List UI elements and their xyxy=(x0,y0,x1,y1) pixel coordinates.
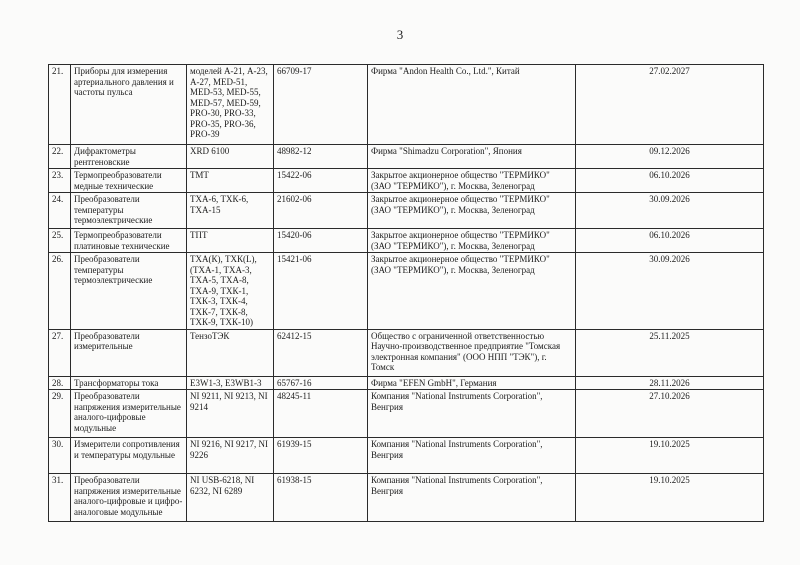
manufacturer-cell: Компания "National Instruments Corporation", Венгрия xyxy=(368,474,576,522)
registration-number-cell: 62412-15 xyxy=(274,329,368,376)
registration-number-cell: 65767-16 xyxy=(274,376,368,390)
device-name-cell: Измерители сопротивления и температуры модульные xyxy=(71,438,187,474)
models-cell: E3W1-3, E3WB1-3 xyxy=(187,376,274,390)
registration-number-cell: 21602-06 xyxy=(274,193,368,229)
registration-number-cell: 15421-06 xyxy=(274,253,368,330)
device-name-cell: Преобразователи напряжения измерительные аналого-цифровые модульные xyxy=(71,390,187,438)
registration-number-cell: 15422-06 xyxy=(274,169,368,193)
registration-number-cell: 61939-15 xyxy=(274,438,368,474)
page-number: 3 xyxy=(396,27,404,42)
table-row xyxy=(49,193,764,229)
row-number-cell: 25. xyxy=(49,229,71,253)
device-name-cell: Термопреобразователи платиновые технические xyxy=(71,229,187,253)
registration-number-cell: 61938-15 xyxy=(274,474,368,522)
registration-number-cell: 48982-12 xyxy=(274,145,368,169)
validity-date-cell: 28.11.2026 xyxy=(576,376,764,390)
validity-date-cell: 30.09.2026 xyxy=(576,253,764,330)
models-cell: ТМТ xyxy=(187,169,274,193)
validity-date-cell: 06.10.2026 xyxy=(576,229,764,253)
registration-number-cell: 15420-06 xyxy=(274,229,368,253)
row-number-cell: 29. xyxy=(49,390,71,438)
row-number-cell: 27. xyxy=(49,329,71,376)
row-number-cell: 28. xyxy=(49,376,71,390)
device-name-cell: Преобразователи температуры термоэлектрические xyxy=(71,253,187,330)
table-row xyxy=(49,65,764,145)
models-cell: ТПТ xyxy=(187,229,274,253)
table-row xyxy=(49,145,764,169)
table-row xyxy=(49,376,764,390)
validity-date-cell: 25.11.2025 xyxy=(576,329,764,376)
validity-date-cell: 09.12.2026 xyxy=(576,145,764,169)
device-name-cell: Преобразователи температуры термоэлектрические xyxy=(71,193,187,229)
registration-number-cell: 66709-17 xyxy=(274,65,368,145)
manufacturer-cell: Фирма "Shimadzu Corporation", Япония xyxy=(368,145,576,169)
table-row xyxy=(49,253,764,330)
models-cell: NI 9211, NI 9213, NI 9214 xyxy=(187,390,274,438)
table-row xyxy=(49,229,764,253)
row-number-cell: 21. xyxy=(49,65,71,145)
table-row xyxy=(49,169,764,193)
validity-date-cell: 19.10.2025 xyxy=(576,438,764,474)
manufacturer-cell: Закрытое акционерное общество "ТЕРМИКО" (ЗАО "ТЕРМИКО"), г. Москва, Зеленоград xyxy=(368,169,576,193)
models-cell: ТХА-6, ТХК-6, ТХА-15 xyxy=(187,193,274,229)
row-number-cell: 23. xyxy=(49,169,71,193)
row-number-cell: 31. xyxy=(49,474,71,522)
table-row xyxy=(49,329,764,376)
manufacturer-cell: Компания "National Instruments Corporation", Венгрия xyxy=(368,390,576,438)
models-cell: ТензоТЭК xyxy=(187,329,274,376)
manufacturer-cell: Закрытое акционерное общество "ТЕРМИКО" (ЗАО "ТЕРМИКО"), г. Москва, Зеленоград xyxy=(368,193,576,229)
table-row xyxy=(49,390,764,438)
device-name-cell: Термопреобразователи медные технические xyxy=(71,169,187,193)
validity-date-cell: 06.10.2026 xyxy=(576,169,764,193)
device-name-cell: Дифрактометры рентгеновские xyxy=(71,145,187,169)
manufacturer-cell: Закрытое акционерное общество "ТЕРМИКО" (ЗАО "ТЕРМИКО"), г. Москва, Зеленоград xyxy=(368,253,576,330)
models-cell: NI 9216, NI 9217, NI 9226 xyxy=(187,438,274,474)
table-row xyxy=(49,474,764,522)
models-cell: NI USB-6218, NI 6232, NI 6289 xyxy=(187,474,274,522)
validity-date-cell: 19.10.2025 xyxy=(576,474,764,522)
manufacturer-cell: Общество с ограниченной ответственностью Научно-производственное предприятие "Томская электронная компания" (ООО НПП "ТЭК"), г. Томск xyxy=(368,329,576,376)
registry-table-body xyxy=(49,65,764,522)
table-row xyxy=(49,438,764,474)
manufacturer-cell: Фирма "EFEN GmbH", Германия xyxy=(368,376,576,390)
validity-date-cell: 27.10.2026 xyxy=(576,390,764,438)
validity-date-cell: 27.02.2027 xyxy=(576,65,764,145)
device-name-cell: Приборы для измерения артериального давления и частоты пульса xyxy=(71,65,187,145)
device-name-cell: Трансформаторы тока xyxy=(71,376,187,390)
manufacturer-cell: Компания "National Instruments Corporation", Венгрия xyxy=(368,438,576,474)
registration-number-cell: 48245-11 xyxy=(274,390,368,438)
manufacturer-cell: Фирма "Andon Health Co., Ltd.", Китай xyxy=(368,65,576,145)
models-cell: XRD 6100 xyxy=(187,145,274,169)
device-name-cell: Преобразователи измерительные xyxy=(71,329,187,376)
instrument-registry-table xyxy=(48,64,764,522)
row-number-cell: 30. xyxy=(49,438,71,474)
validity-date-cell: 30.09.2026 xyxy=(576,193,764,229)
row-number-cell: 24. xyxy=(49,193,71,229)
row-number-cell: 26. xyxy=(49,253,71,330)
row-number-cell: 22. xyxy=(49,145,71,169)
manufacturer-cell: Закрытое акционерное общество "ТЕРМИКО" (ЗАО "ТЕРМИКО"), г. Москва, Зеленоград xyxy=(368,229,576,253)
device-name-cell: Преобразователи напряжения измерительные аналого-цифровые и цифро-аналоговые модульные xyxy=(71,474,187,522)
models-cell: моделей А-21, А-23, А-27, MED-51, MED-53, MED-55, MED-57, MED-59, PRO-30, PRO-33, PRO-35, PRO-36, PRO-39 xyxy=(187,65,274,145)
models-cell: ТХА(К), ТХК(L), (ТХА-1, ТХА-3, ТХА-5, ТХА-8, ТХА-9, ТХК-1, ТХК-3, ТХК-4, ТХК-7, ТХК-8, ТХК-9, ТХК-10) xyxy=(187,253,274,330)
